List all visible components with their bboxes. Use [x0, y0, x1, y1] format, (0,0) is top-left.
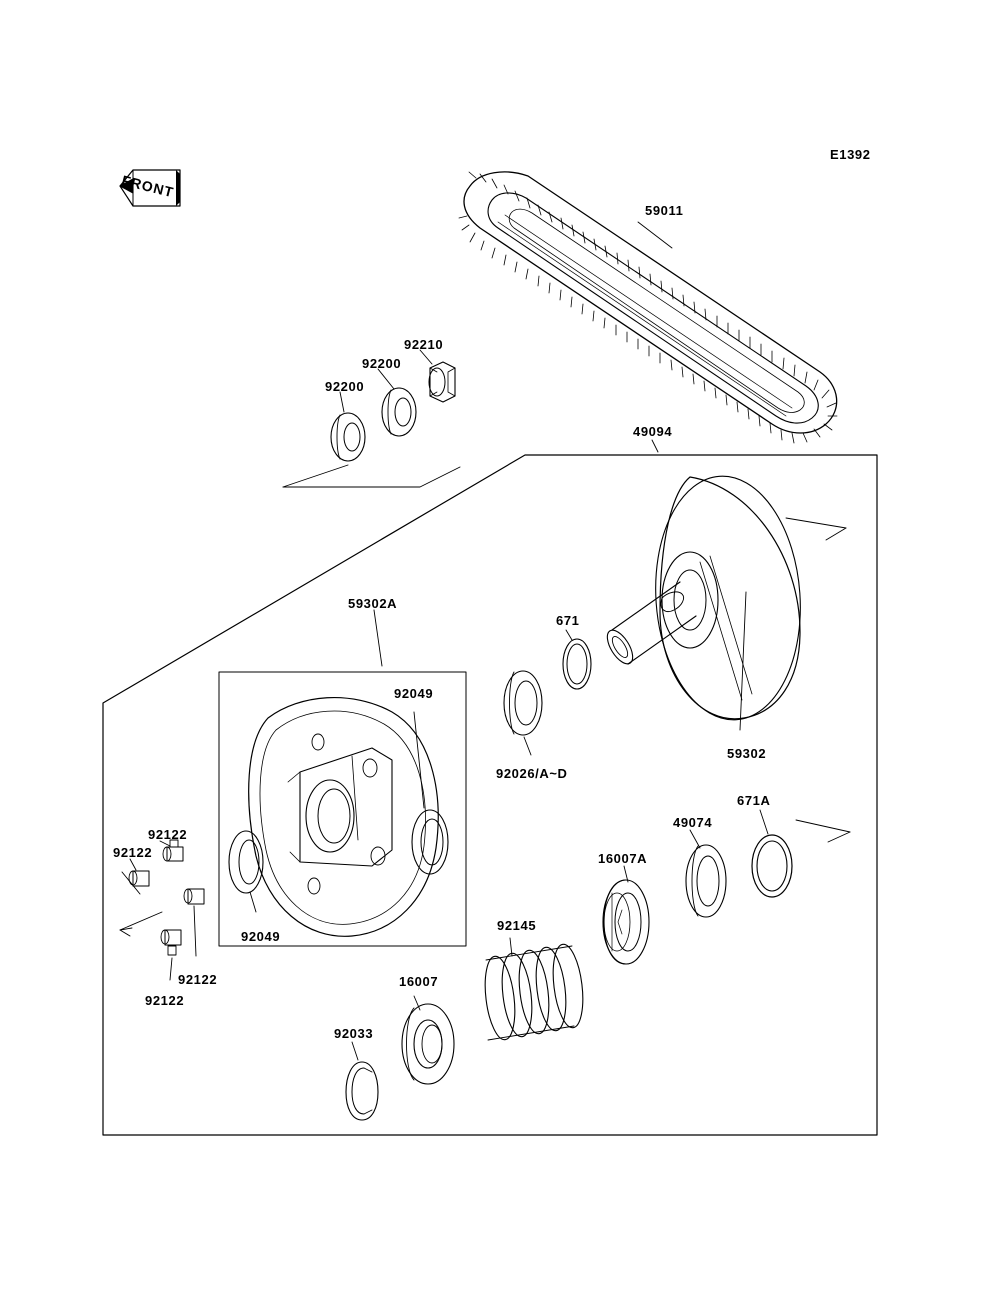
- diagram-code: E1392: [830, 147, 871, 162]
- oring-671: [563, 630, 591, 689]
- part-label-92033: 92033: [334, 1026, 374, 1041]
- part-label-59011: 59011: [645, 203, 684, 218]
- bearing-16007: [402, 996, 454, 1084]
- part-label-92026: 92026/A~D: [496, 766, 568, 781]
- part-label-92122-a: 92122: [148, 827, 188, 842]
- driven-sheave-59302: [602, 471, 846, 730]
- part-label-59302A: 59302A: [348, 596, 398, 611]
- part-label-92049-top: 92049: [394, 686, 434, 701]
- part-label-49094: 49094: [633, 424, 673, 439]
- part-label-49074: 49074: [673, 815, 713, 830]
- part-label-671A: 671A: [737, 793, 771, 808]
- part-label-92122-d: 92122: [145, 993, 185, 1008]
- part-label-16007: 16007: [399, 974, 439, 989]
- plugs-92122: [120, 840, 204, 980]
- movable-drive-face: [249, 698, 438, 937]
- part-label-92122-b: 92122: [113, 845, 153, 860]
- oring-671A: [752, 810, 850, 897]
- part-label-59302: 59302: [727, 746, 767, 761]
- seal-set-92026: [504, 671, 542, 755]
- part-label-92049-bottom: 92049: [241, 929, 281, 944]
- part-label-92200-b: 92200: [362, 356, 402, 371]
- part-label-92200-a: 92200: [325, 379, 365, 394]
- plate-92049-bottom: [229, 831, 263, 912]
- part-label-671: 671: [556, 613, 580, 628]
- bearing-16007A: [603, 866, 649, 964]
- front-label: FRONT: [120, 172, 176, 201]
- collar-49074: [686, 830, 726, 917]
- part-label-92122-c: 92122: [178, 972, 218, 987]
- part-label-92210: 92210: [404, 337, 444, 352]
- circlip-92033: [346, 1042, 378, 1120]
- spring-92145: [481, 938, 587, 1041]
- cover-assembly-59302A: [219, 610, 466, 946]
- part-label-16007A: 16007A: [598, 851, 648, 866]
- part-label-92145: 92145: [497, 918, 537, 933]
